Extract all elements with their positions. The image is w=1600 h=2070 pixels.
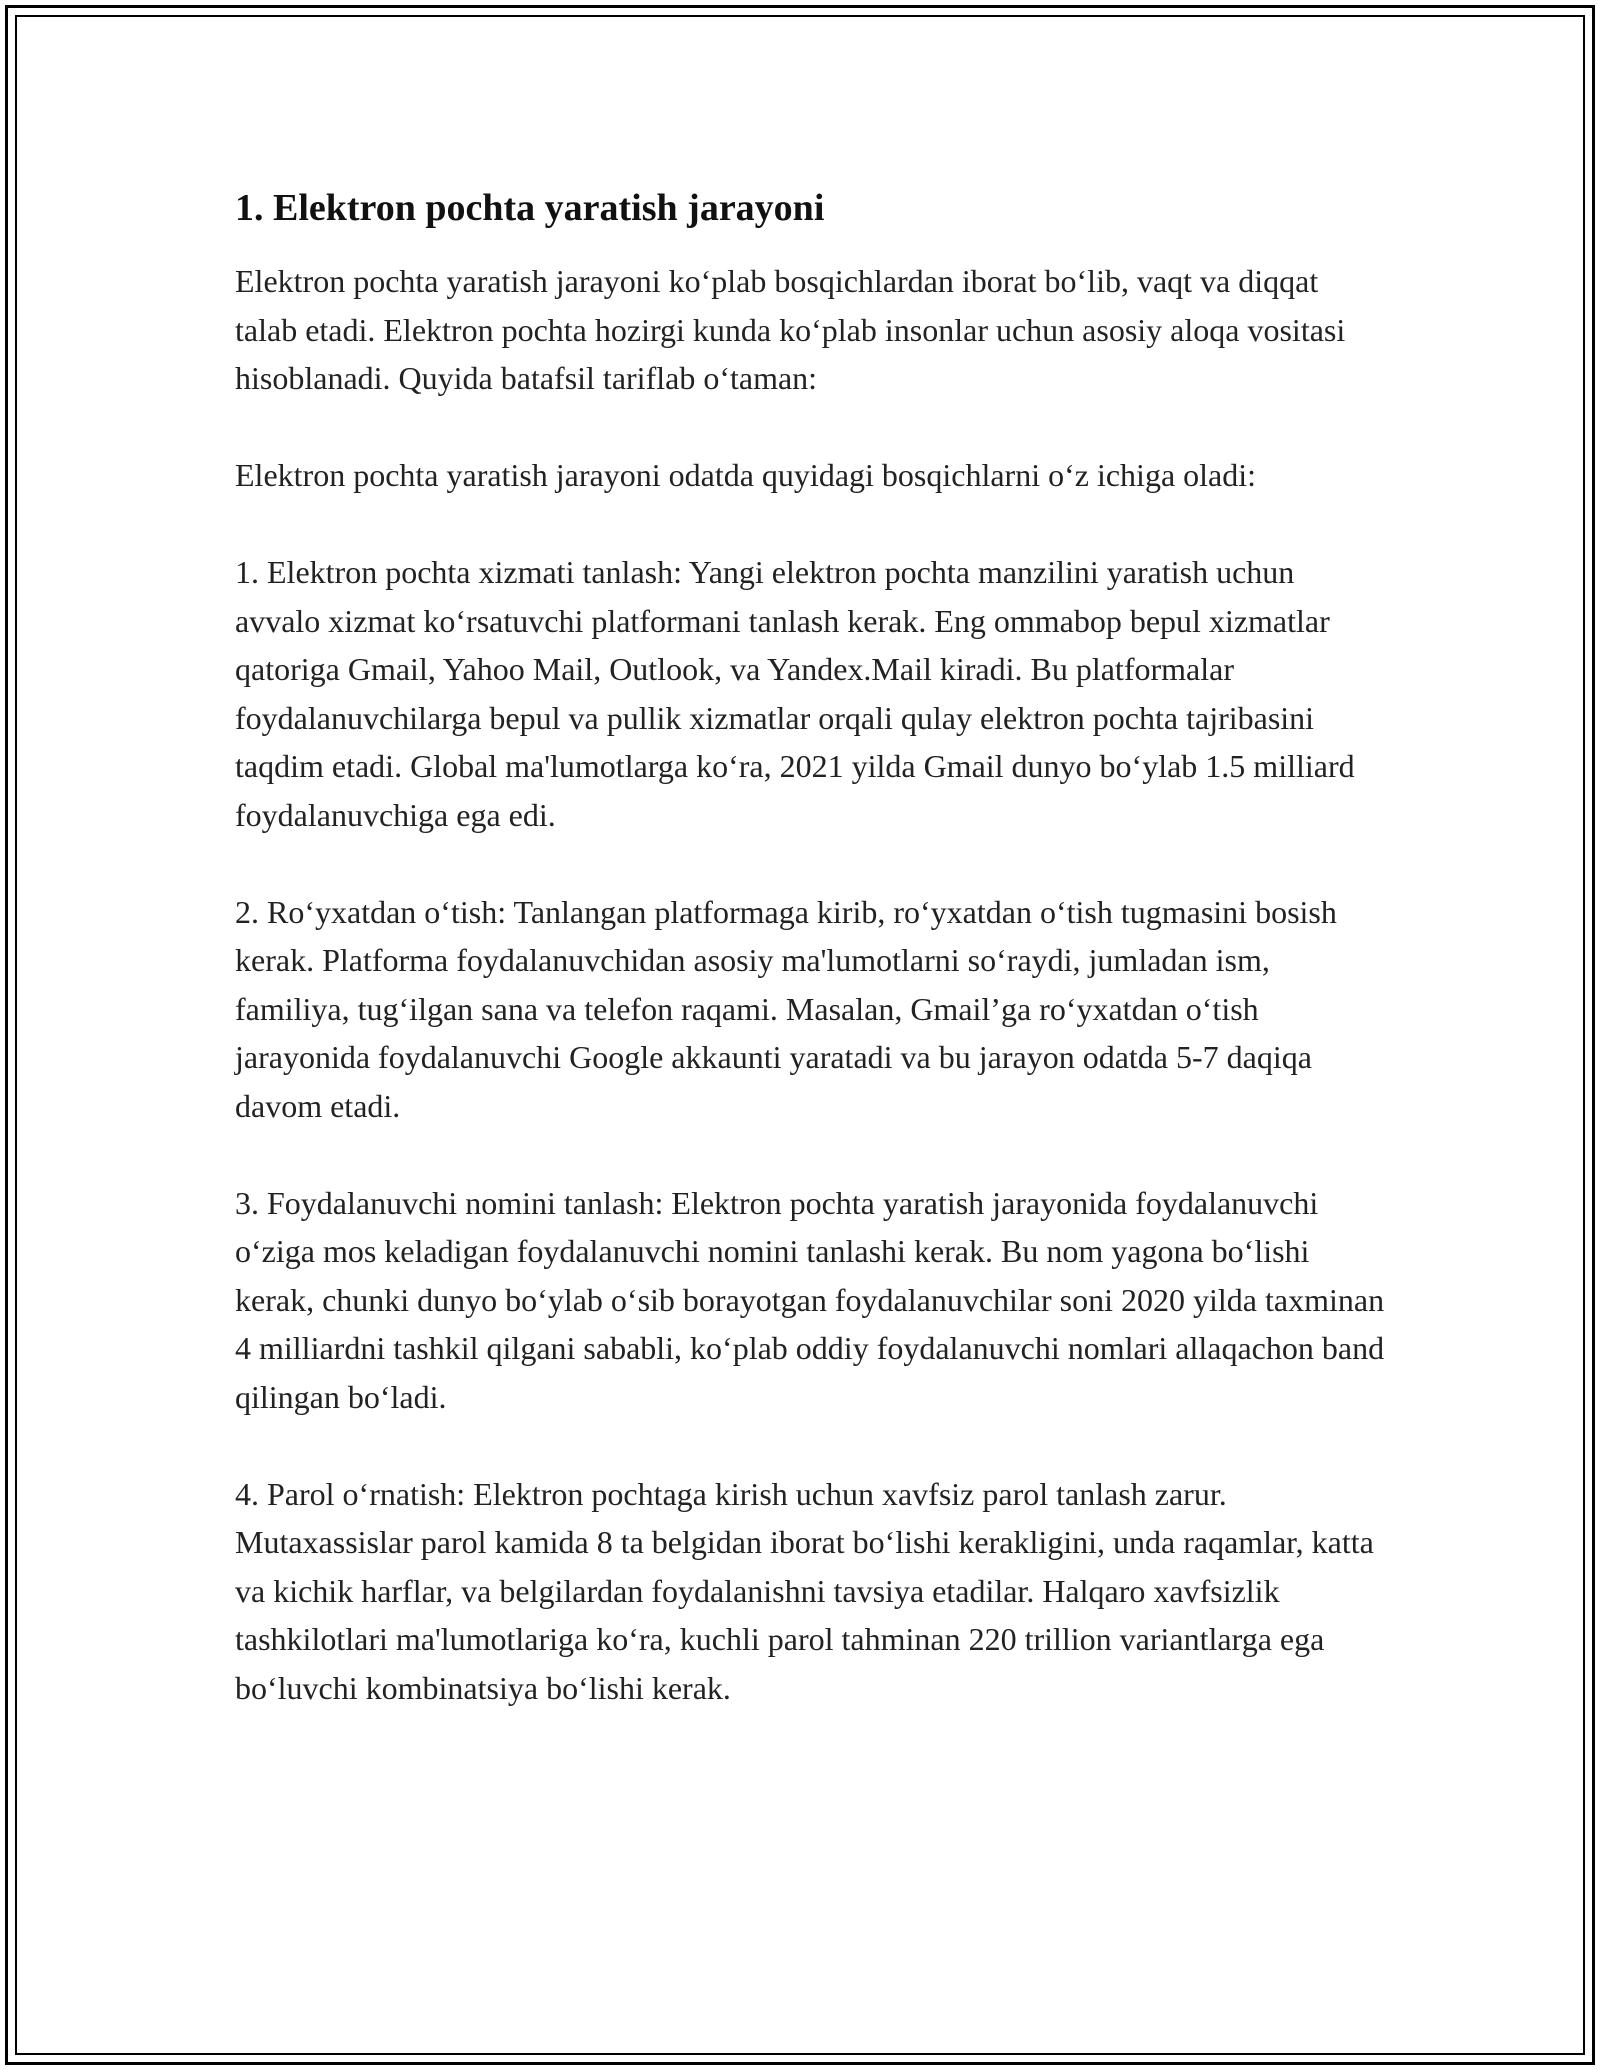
step-3-paragraph: 3. Foydalanuvchi nomini tanlash: Elektron pochta yaratish jarayonida foydalanuvchi o‘ziga mos keladigan foydalanuvchi nomini tanlashi kerak. Bu nom yagona bo‘lishi kerak, chunki dunyo bo‘ylab o‘sib borayotgan foydalanuvchilar soni 2020 yilda taxminan 4 milliardni tashkil qilgani sababli, ko‘plab oddiy foydalanuvchi nomlari allaqachon band qilingan bo‘ladi. (235, 1184, 1385, 1415)
document-body (235, 185, 1385, 1761)
step-2-paragraph: 2. Ro‘yxatdan o‘tish: Tanlangan platformaga kirib, ro‘yxatdan o‘tish tugmasini bosish kerak. Platforma foydalanuvchidan asosiy ma'lumotlarni so‘raydi, jumladan ism, familiya, tug‘ilgan sana va telefon raqami. Masalan, Gmail’ga ro‘yxatdan o‘tish jarayonida foydalanuvchi Google akkaunti yaratadi va bu jarayon odatda 5-7 daqiqa davom etadi. (235, 893, 1337, 1124)
section-heading: 1. Elektron pochta yaratish jarayoni (235, 187, 825, 229)
step-1-paragraph: 1. Elektron pochta xizmati tanlash: Yangi elektron pochta manzilini yaratish uchun avvalo xizmat ko‘rsatuvchi platformani tanlash kerak. Eng ommabop bepul xizmatlar qatoriga Gmail, Yahoo Mail, Outlook, va Yandex.Mail kiradi. Bu platformalar foydalanuvchilarga bepul va pullik xizmatlar orqali qulay elektron pochta tajribasini taqdim etadi. Global ma'lumotlarga ko‘ra, 2021 yilda Gmail dunyo bo‘ylab 1.5 milliard foydalanuvchiga ega edi. (235, 554, 1355, 833)
stages-intro-paragraph: Elektron pochta yaratish jarayoni odatda quyidagi bosqichlarni o‘z ichiga oladi: (235, 457, 1257, 493)
step-4-paragraph: 4. Parol o‘rnatish: Elektron pochtaga kirish uchun xavfsiz parol tanlash zarur. Mutaxassislar parol kamida 8 ta belgidan iborat bo‘lishi kerakligini, unda raqamlar, katta va kichik harflar, va belgilardan foydalanishni tavsiya etadilar. Halqaro xavfsizlik tashkilotlari ma'lumotlariga ko‘ra, kuchli parol tahminan 220 trillion variantlarga ega bo‘luvchi kombinatsiya bo‘lishi kerak. (235, 1475, 1374, 1706)
intro-paragraph: Elektron pochta yaratish jarayoni ko‘plab bosqichlardan iborat bo‘lib, vaqt va diqqat talab etadi. Elektron pochta hozirgi kunda ko‘plab insonlar uchun asosiy aloqa vositasi hisoblanadi. Quyida batafsil tariflab o‘taman: (235, 263, 1346, 396)
